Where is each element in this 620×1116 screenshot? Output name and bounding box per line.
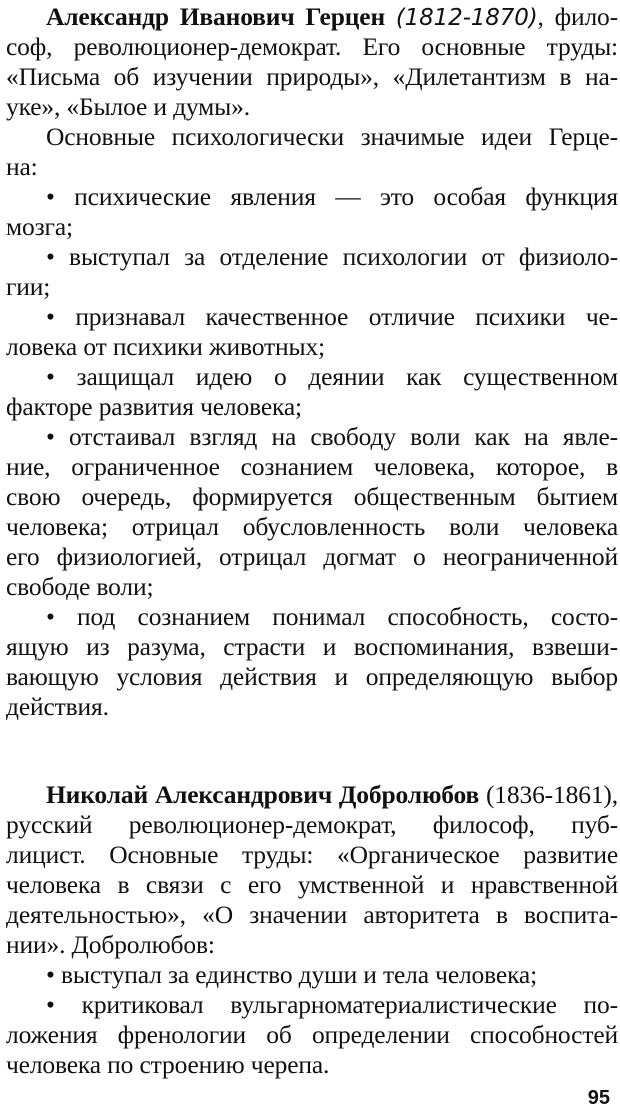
herzen-bullet-2-line-0: • признавал качественное отличие психики че- [46, 302, 618, 331]
herzen-bullet-0-line-1: мозга; [6, 212, 73, 241]
herzen-bullet-5-line-2: вающую условия действия и определяющую выбор [6, 662, 618, 691]
herzen-bullet-1-line-0: • выступал за отделение психологии от физиоло- [46, 242, 618, 271]
herzen-intro-line-0: , фило- [537, 2, 618, 31]
herzen-ideas-line-0: Основные психологически значимые идеи Герце- [46, 122, 618, 151]
dobrolyubov-heading-line [6, 780, 618, 810]
herzen-ideas-line-1: на: [6, 152, 38, 181]
herzen-bullet-2-line-1: ловека от психики животных; [6, 332, 325, 361]
herzen-intro-line-1: соф, революционер-демократ. Его основные труды: [6, 32, 618, 61]
herzen-bullet-4-line-4: его физиологией, отрицал догмат о неограниченной [6, 542, 618, 571]
herzen-intro-line-2: «Письма об изучении природы», «Дилетантизм в на- [6, 62, 618, 91]
dobrolyubov-intro-line-1: лицист. Основные труды: «Органическое развитие [6, 840, 618, 869]
dobrolyubov-bullet-1-line-2: человека по строению черепа. [6, 1050, 330, 1079]
dobrolyubov-intro-line-0: русский революционер-демократ, философ, пуб- [6, 810, 618, 839]
herzen-bullet-4-line-0: • отстаивал взгляд на свободу воли как на явле- [46, 422, 618, 451]
herzen-bullet-1-line-1: гии; [6, 272, 51, 301]
dobrolyubov-years: (1836-1861), [479, 780, 618, 809]
herzen-bullet-5-line-3: действия. [6, 692, 109, 721]
herzen-bullet-4-line-1: ние, ограниченное сознанием человека, которое, в [6, 452, 618, 481]
herzen-bullet-5-line-1: ящую из разума, страсти и воспоминания, взвеши- [6, 632, 618, 661]
page-text [6, 2, 618, 1080]
herzen-bullet-5-line-0: • под сознанием понимал способность, состо- [46, 602, 618, 631]
dobrolyubov-bullet-1-line-1: ложения френологии об определении способностей [6, 1020, 618, 1049]
dobrolyubov-bullet-0-line-0: • выступал за единство души и тела человека; [46, 960, 538, 989]
herzen-bullet-4-line-2: свою очередь, формируется общественным бытием [6, 482, 618, 511]
herzen-years: (1812-1870) [395, 5, 538, 31]
page-number: 95 [587, 1087, 610, 1109]
paragraph-gap [6, 722, 618, 780]
dobrolyubov-bullet-1-line-0: • критиковал вульгарноматериалистические по- [46, 990, 618, 1019]
herzen-bullet-0-line-0: • психические явления — это особая функция [46, 182, 618, 211]
herzen-heading-line [6, 2, 618, 32]
herzen-bullet-3-line-0: • защищал идею о деянии как существенном [46, 362, 618, 391]
herzen-intro-line-3: уке», «Былое и думы». [6, 92, 250, 121]
herzen-bullet-4-line-3: человека; отрицал обусловленность воли человека [6, 512, 618, 541]
dobrolyubov-intro-line-3: деятельностью», «О значении авторитета в воспита- [6, 900, 618, 929]
herzen-bullet-4-line-5: свободе воли; [6, 572, 154, 601]
herzen-bullet-3-line-1: факторе развития человека; [6, 392, 302, 421]
dobrolyubov-intro-line-2: человека в связи с его умственной и нравственной [6, 870, 618, 899]
dobrolyubov-name: Николай Александрович Добролюбов [46, 780, 480, 809]
dobrolyubov-intro-line-4: нии». Добролюбов: [6, 930, 215, 959]
herzen-name: Александр Иванович Герцен [46, 2, 385, 31]
